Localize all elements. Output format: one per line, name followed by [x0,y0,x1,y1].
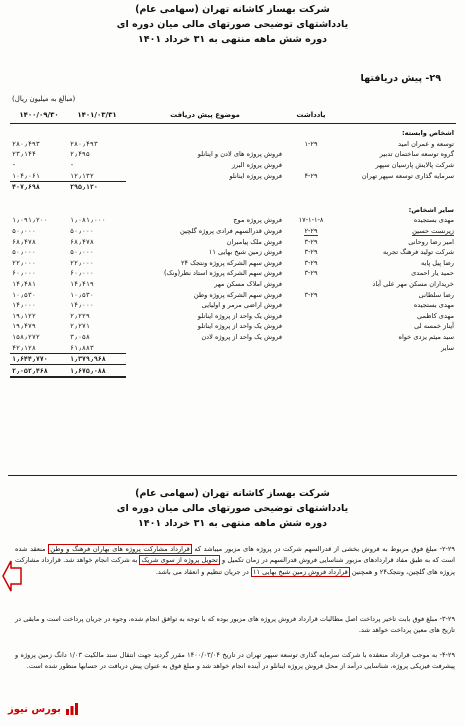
current-value-cell: ۱۴٫۴۱۹ [70,280,94,289]
totals-body [10,353,456,377]
current-value-cell: ۶۰٫۰۰۰ [70,269,94,278]
current-value-cell: ۱٫۰۸۱٫۰۰۰ [70,216,106,225]
note-cell [284,321,338,332]
party-cell: مهدی بستجیده [413,301,454,310]
subject-cell: فروش املاک مسکن مهر [214,280,282,289]
prior-value-cell: ۱۰٫۵۳۰ [12,290,36,299]
subject-cell: فروش پروژه موج [233,216,282,225]
note-cell [284,342,338,353]
note-cell [284,279,338,290]
current-value-cell: ۲٫۲۲۹ [70,311,90,320]
party-cell: سرمایه گذاری توسعه سپهر تهران [361,171,454,180]
col-prior: ۱۴۰۰/۰۹/۳۰ [10,106,68,124]
party-cell: مهدی بستجیده [413,216,454,225]
current-value-cell: ۳٫۰۵۸ [70,332,90,341]
subject-cell: فروش پروژه های لادن و اینانلو [197,150,282,159]
prior-value-cell: - [12,161,16,170]
table-row [10,321,456,332]
related-parties-body [10,124,456,182]
subject-cell: فروش اراضی مرمر و اولیایی [201,301,282,310]
prior-value-cell: ۲۸۰٫۴۹۳ [12,139,40,148]
subtotal-row-related [10,181,456,192]
company-name: شرکت بهساز کاشانه تهران (سهامی عام) [135,488,330,499]
subtotal-current: ۲۹۵٫۱۲۰ [68,181,126,192]
current-value-cell: ۲٫۴۹۵ [70,150,90,159]
note-cell: ۳-۲۹ [304,269,318,278]
subject-cell: فروش سهم الشرکه پروژه وطن [193,290,282,299]
statement-subtitle: یادداشتهای توضیحی صورتهای مالی میان دوره ای [116,503,349,514]
current-value-cell: ۵۰٫۰۰۰ [70,227,94,236]
statement-subtitle: یادداشتهای توضیحی صورتهای مالی میان دوره ای [116,19,349,30]
prepayments-table [10,106,456,378]
group-label: سایر اشخاص: [408,205,454,214]
note-cell: ۲-۲۹ [304,227,318,236]
prior-value-cell: ۱۵۸٫۲۷۲ [12,332,40,341]
table-row [10,139,456,150]
table-header-row [10,106,456,124]
subject-cell: فروش زمین شیخ بهایی ۱۱ [208,248,282,257]
subject-cell: فروش پروژه البرز [231,161,282,170]
col-note: یادداشت [284,106,338,124]
table-row [10,289,456,300]
grand-total-prior: ۲٫۰۵۲٫۴۶۸ [10,365,68,377]
subtotal-row-other [10,353,456,365]
prior-value-cell: ۱۰۴٫۰۶۱ [12,171,40,180]
subject-cell: فروش سهم الشرکه پروژه استاد نظر(ونک) [163,269,282,278]
subject-cell: فروش یک واحد از پروژه اینانلو [197,322,282,331]
note-cell [284,332,338,343]
table-row [10,247,456,258]
note-paragraph-29-3: ۳-۲۹- مبلغ فوق بابت تاخیر پرداخت اصل مطالبات قرارداد فروش پروژه های مزبور بوده که با توجه به توافق انجام شده، وجوه در جریان پرداخت است و مابقی در تاریخ های معین پرداخت خواهد شد. [15,615,455,635]
highlight-box: قرارداد فروش زمین شیخ بهایی ۱۱ [252,567,348,576]
grand-total-current: ۱٫۶۷۵٫۰۸۸ [68,365,126,377]
note-paragraph-29-4: ۴-۲۹- به موجب قرارداد منعقده با شرکت سرمایه گذاری توسعه سپهر تهران در تاریخ ۱۴۰۰/۰۳/۰۴ مقرر گردید جهت انتقال سند مالکیت ۱/۰۳ دانگ زمین پروژه و پیشرفت فیزیکی پروژه، شناسایی درآمد از محل فروش پروژه اینانلو در آینده انجام خواهد شد و مبلغ فوق به عنوان پیش دریافت در حسابها منظور شده است. [15,651,455,671]
prior-value-cell: ۶۸٫۴۷۸ [12,237,36,246]
group-row-related [10,124,456,139]
table-row [10,268,456,279]
prior-value-cell: ۴۲٫۱۲۸ [12,343,36,352]
prior-value-cell: ۱۹٫۴۷۹ [12,322,36,331]
current-value-cell: ۱۴٫۰۰۰ [70,301,94,310]
red-arrow-icon [2,558,22,594]
prior-value-cell: ۲۳٫۱۴۴ [12,150,36,159]
current-value-cell: - [70,161,74,170]
table-row [10,226,456,237]
note-cell [284,311,338,322]
subject-cell: فروش پروژه اینانلو [229,171,282,180]
note-paragraph-29-2: ۲-۲۹- مبلغ فوق مربوط به فروش بخشی از قدرالسهم شرکت در پروژه های مزبور میباشد که قرارداد مشارکت پروژه های بهاران فرهنگ و وطن منعقد شده است که به طبق مفاد قراردادهای مزبور شناسایی فروش قدرالسهم در زمان تکمیل و تحویل پروژه از سوی شریک به شرکت انجام خواهد شد. قرارداد مشارکت پروژه های گلچین، ونتجک۲۴ و همچنین قرارداد فروش زمین شیخ بهایی ۱۱ در جریان تنظیم و انعقاد می باشد. [15,545,455,576]
party-cell: زیرنست حسین [412,227,454,236]
current-value-cell: ۱۲٫۱۳۲ [70,171,94,180]
current-value-cell: ۶۸٫۴۷۸ [70,237,94,246]
prior-value-cell: ۱٫۰۹۱٫۲۰۰ [12,216,48,225]
note-cell: ۳-۲۹ [304,290,318,299]
subject-cell: فروش یک واحد از پروژه لادن [201,332,282,341]
note-cell: ۱-۲۹ [304,139,318,148]
subtotal-current: ۱٫۳۷۹٫۹۶۸ [68,353,126,365]
grand-total-row [10,365,456,377]
company-name: شرکت بهساز کاشانه تهران (سهامی عام) [135,4,330,15]
group-row-other [10,201,456,216]
table-row [10,215,456,226]
current-value-cell: ۲۲٫۰۰۰ [70,258,94,267]
table-row [10,311,456,322]
subject-cell [126,342,284,353]
table-row [10,236,456,247]
party-cell: رضا پیل پایه [420,258,454,267]
prior-value-cell: ۲۲٫۰۰۰ [12,258,36,267]
note-cell: ۳-۲۹ [304,248,318,257]
party-cell: مهدی کاظمی [417,311,454,320]
page-header-top [0,2,465,47]
note-cell: ۳-۲۹ [304,258,318,267]
prior-value-cell: ۶۰٫۰۰۰ [12,269,36,278]
page-header-second [0,486,465,531]
col-subject: موضوع پیش دریافت [126,106,284,124]
party-cell: آیناز خمسه لی [414,322,454,331]
statement-period: دوره شش ماهه منتهی به ۳۱ خرداد ۱۴۰۱ [137,518,327,529]
current-value-cell: ۵۰٫۰۰۰ [70,248,94,257]
subject-cell: فروش یک واحد از پروژه اینانلو [197,311,282,320]
subject-cell [126,139,284,150]
watermark [8,702,79,716]
party-cell: خریداران مسکن مهر علی آباد [372,280,454,289]
subtotal-prior: ۴۰۷٫۶۹۸ [10,181,68,192]
party-cell: توسعه و عمران امید [398,139,454,148]
highlight-box: قرارداد مشارکت پروژه های بهاران فرهنگ و وطن [50,545,190,553]
table-row [10,160,456,171]
prior-value-cell: ۵۰٫۰۰۰ [12,227,36,236]
unit-note: (مبالغ به میلیون ریال) [12,95,76,103]
table-row [10,258,456,269]
table-row [10,342,456,353]
prior-value-cell: ۵۰٫۰۰۰ [12,248,36,257]
statement-period: دوره شش ماهه منتهی به ۳۱ خرداد ۱۴۰۱ [137,34,327,45]
party-cell: امیر رضا روحانی [408,237,454,246]
current-value-cell: ۱۰٫۵۳۰ [70,290,94,299]
party-cell: سید میثم یزدی خواه [398,332,454,341]
note-cell: ۱۷-۱-۱-۸ [298,216,324,225]
party-cell: رضا سلطانی [418,290,454,299]
current-value-cell: ۶۱٫۸۸۳ [70,343,94,352]
table-row [10,149,456,160]
bourse-news-logo-icon [65,702,79,716]
subject-cell: فروش ملک پیامبران [226,237,282,246]
section-title: ۲۹- پیش دریافتها [360,73,441,84]
party-cell: سایر [440,343,454,352]
note-cell [284,160,338,171]
party-cell: شرکت تولید فرهنگ تجربه [382,248,454,257]
table-row [10,170,456,181]
subject-cell: فروش سهم الشرکه پروژه ونتجک ۲۴ [180,258,282,267]
party-cell: گروه توسعه ساختمان تدبیر [379,150,454,159]
page-divider [8,475,457,476]
watermark-text: بورس نیوز [8,703,61,715]
prior-value-cell: ۱۴٫۴۸۱ [12,280,36,289]
table-row [10,332,456,343]
related-total-body [10,181,456,200]
prior-value-cell: ۱۹٫۱۲۲ [12,311,36,320]
party-cell: شرکت پالایش پارسیان سپهر [375,161,454,170]
current-value-cell: ۲۸۰٫۴۹۳ [70,139,98,148]
note-cell: ۴-۲۹ [304,171,318,180]
current-value-cell: ۲٫۲۷۱ [70,322,90,331]
prior-value-cell: ۱۴٫۰۰۰ [12,301,36,310]
group-label: اشخاص وابسته: [401,129,454,138]
note-cell [284,300,338,311]
note-cell: ۳-۲۹ [304,237,318,246]
col-current: ۱۴۰۱/۰۳/۳۱ [68,106,126,124]
party-cell: حمید یار احمدی [411,269,454,278]
table-row [10,279,456,290]
subject-cell: فروش قدرالسهم فرادی پروژه گلچین [180,227,282,236]
subtotal-prior: ۱٫۶۴۴٫۷۷۰ [10,353,68,365]
highlight-box: تحویل پروژه از سوی شریک [141,556,218,565]
table-row [10,300,456,311]
note-cell [284,149,338,160]
other-parties-body [10,201,456,354]
